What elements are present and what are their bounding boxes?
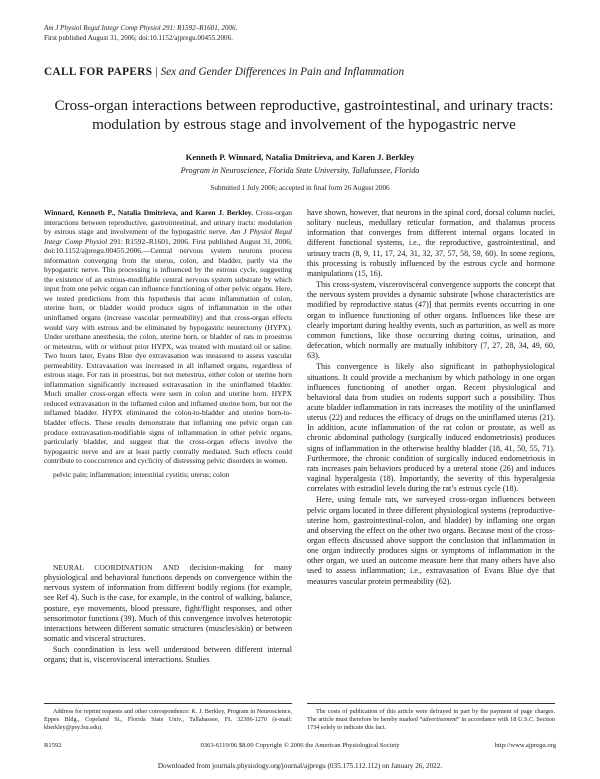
correspondence-footnote (44, 708, 292, 732)
paragraph: This cross-system, viscerovisceral convergence supports the concept that the nervous system provides a dynamic substrate [whose characteristics are modified by reproductive status (47)] that permits events occurring in one organ to influence functioning of other organs. Influences like these are clearly important during healthy events, such as parturition, as well as more common functions, like those occurring during coitus, urination, and defecation, which normally are mutually inhibitory (7, 27, 28, 34, 49, 60, 63). (307, 280, 555, 361)
right-column (307, 208, 555, 587)
footnote-part: The costs of publication of this article were defrayed in part by the payment of page charges. The article must therefore be hereby marked “ (307, 708, 555, 723)
abstract-citation: 291: R1592–R1601, 2006. First published August 31, 2006; doi:10.1152/ajpregu.00455.2006.— (44, 236, 292, 256)
abstract-text: Central nervous system neurons process information converging from the uterus, colon, and bladder, partly via the hypogastric nerve. This processing is influenced by the estrous cycle, suggesting the existence of an estrous-modifiable central nervous system substrate by which input from one pelvic organ can influence functioning of other pelvic organs. Here, we tested predictions from this hypothesis that acute inflammation of colon, uterine horn, or bladder would produce signs of inflammation in the other uninflamed organs (increase vascular permeability) and that cross-organ effects would vary with estrous and be eliminated by hypogastric neurectomy (HYPX). Under urethane anesthesia, the colon, uterine horn, or bladder of rats in proestrus or metestrus, with or without prior HYPX, was treated with mustard oil or saline. Two hours later, Evans Blue dye extravasation was measured to assess vascular permeability. Extravasation was increased in all inflamed organs, regardless of estrous stage. For rats in proestrus, but not metestrus, either colon or uterine horn inflammation significantly increased extravasation in the uninflamed bladder. Much smaller cross-organ effects were seen in colon and uterine horn. HYPX reduced extravasation in the inflamed colon and inflamed uterine horn, but not the inflamed bladder. HYPX eliminated the colon-to-bladder and uterine horn-to-bladder effects. These results demonstrate that inflaming one pelvic organ can produce extravasation-modifiable signs of inflammation in other pelvic organs, particularly bladder, and suggest that the cross-organ effects involve the hypogastric nerve and are at least partly centrally mediated. Such effects could contribute to cooccurrence and cyclicity of distressing pelvic disorders in women. (44, 246, 292, 466)
left-column (44, 208, 292, 479)
footnote-text: Address for reprint requests and other correspondence: K. J. Berkley, Program in Neuroscience, Eppes Bldg., Copeland St., Florida State Univ., Tallahassee, FL 32306-1270 (e-mail: kberkley@psy.fsu.edu). (44, 708, 292, 731)
paragraph: This convergence is likely also significant in pathophysiological situations. It could provide a mechanism by which pathology in one organ influences functioning of another organ. Recent physiological and behavioral data from studies on rodents support such a possibility. Thus acute bladder inflammation in rats increases the motility of the uninflamed uterus (22) and reduces the efficacy of drugs on the uninflamed uterus (21). In addition, acute inflammation of the rat colon or prostate, as well as chronic abdominal pathology (surgically induced endometriosis) produces signs of inflammation in the otherwise healthy bladder (18, 41, 50, 55, 71). Furthermore, the chronic condition of surgically induced endometriosis in rats increases pain behaviors produced by a ureteral stone (26) and induces vaginal hyperalgesia (18). Importantly, the severity of this hyperalgesia correlates with estradiol levels during the rat’s estrous cycle (18). (307, 362, 555, 494)
call-for-papers-label: CALL FOR PAPERS (44, 66, 153, 78)
abstract-journal: Am J Physiol Regul Integr Comp Physiol (44, 227, 292, 246)
article-authors: Kenneth P. Winnard, Natalia Dmitrieva, and Karen J. Berkley (185, 152, 415, 162)
submission-dates: Submitted 1 July 2006; accepted in final form 26 August 2006 (210, 184, 390, 192)
call-for-papers-topic: Sex and Gender Differences in Pain and Inflammation (160, 66, 405, 78)
paragraph: Such coordination is less well understood between different internal organs; that is, viscerovisceral interactions. Studies (44, 645, 292, 665)
footnote-rule-left (44, 703, 292, 704)
left-body-text (44, 563, 292, 666)
page-charges-footnote (307, 708, 555, 732)
paragraph (44, 563, 292, 644)
footnote-rule-right (307, 703, 555, 704)
abstract (44, 208, 292, 466)
keywords: pelvic pain; inflammation; interstitial cystitis; uterus; colon (53, 469, 230, 479)
paragraph: Here, using female rats, we surveyed cross-organ influences between pelvic organs located in three different physiological systems (reproductive-uterine horn, gastrointestinal-colon, and bladder) by inflaming one organ and observing the effect on the other two organs. Because most of the cross-organ effects discussed above support the conclusion that inflammation in one organ indirectly produces signs or symptoms of inflammation in the other organ, we used an outcome measure here that many others have also used to assess inflammation; i.e., extravasation of Evans Blue dye that measures vascular protein permeability (62). (307, 495, 555, 586)
abstract-lead: Cross-organ interactions between reproductive, gastrointestinal, and urinary tracts: modulation by estrous stage and involvement of the hypogastric nerve. (44, 208, 292, 237)
journal-url-link[interactable]: http://www.ajpregu.org (494, 742, 556, 749)
journal-citation: Am J Physiol Regul Integr Comp Physiol 291: R1592–R1601, 2006. (44, 24, 238, 32)
footnote-advertisement: advertisement (422, 715, 458, 723)
page-number: R1592 (44, 742, 62, 749)
footnote-part: ” in accordance with 18 U.S.C. Section 1734 solely to indicate this fact. (307, 715, 555, 731)
first-published-line: First published August 31, 2006; doi:10.1152/ajpregu.00455.2006. (44, 33, 233, 42)
call-for-papers-banner (44, 66, 404, 78)
banner-separator: | (155, 66, 158, 78)
copyright-line: 0363-6119/06 $8.00 Copyright © 2006 the American Physiological Society (200, 742, 400, 749)
article-affiliation: Program in Neuroscience, Florida State University, Tallahassee, Florida (180, 166, 420, 175)
intro-smallcaps: NEURAL COORDINATION AND (53, 563, 180, 572)
running-header (44, 24, 237, 43)
footnote-text (307, 708, 555, 732)
article-title: Cross-organ interactions between reproductive, gastrointestinal, and urinary tracts: modulation by estrous stage and involvement of the hypogastric nerve (54, 98, 554, 133)
abstract-authors: Winnard, Kenneth P., Natalia Dmitrieva, and Karen J. Berkley. (44, 208, 253, 217)
download-notice: Downloaded from journals.physiology.org/journal/ajpregu (035.175.112.112) on January 26, 2022. (157, 762, 443, 770)
intro-text: decision-making for many physiological and behavioral functions depends on convergence within the nervous system of information from different bodily regions (for example, see Ref 4). Such is the case, for example, in the control of walking, balance, posture, eye movements, blood pressure, fight/flight responses, and other sensorimotor functions (39). Much of this convergence involves heterotopic interactions between different somatic structures (muscles/skin) or between somatic and visceral structures. (44, 563, 292, 644)
paragraph: have shown, however, that neurons in the spinal cord, dorsal column nuclei, solitary nucleus, medullary reticular formation, and thalamus process information that converges from different internal organs located in different functional systems, i.e., the reproductive, gastrointestinal, and urinary tracts (8, 9, 11, 17, 24, 31, 32, 37, 57, 58, 59, 60). In some regions, this processing is robustly influenced by the estrous cycle and hormone manipulations (15, 16). (307, 208, 555, 278)
